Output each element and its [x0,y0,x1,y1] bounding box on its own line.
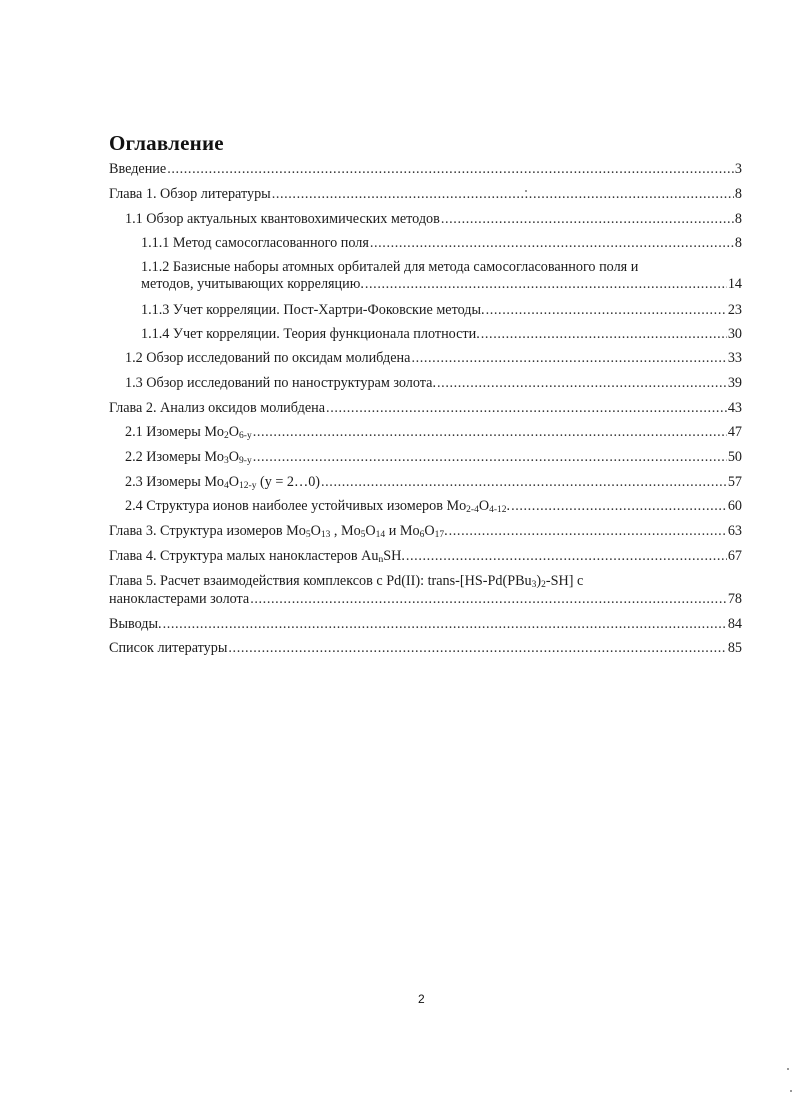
toc-entry-label: Глава 3. Структура изомеров $Mo_5O_{13}$ , $Mo_5O_{14}$ и $Mo_6O_{17}$. [109,523,448,540]
toc-entry[interactable] [125,449,742,466]
toc-page-number: 33 [727,350,742,366]
leader-dots [365,276,727,293]
leader-dots [167,161,734,178]
toc-page-number: 8 [734,235,742,251]
toc-entry[interactable] [109,400,742,417]
toc-entry-label: методов, учитывающих корреляцию. [141,276,364,292]
toc-entry-label: 2.4 Структура ионов наиболее устойчивых изомеров $Mo_{2-4}O_{4-12}$. [125,498,511,515]
toc-page-number: 47 [727,424,742,440]
toc-entry-label: Глава 2. Анализ оксидов молибдена [109,400,326,416]
toc-entry[interactable] [141,326,742,343]
toc-entry[interactable] [109,591,742,608]
leader-dots [370,235,734,252]
toc-entry[interactable] [125,211,742,228]
leader-dots [449,523,727,540]
leader-dots [163,616,727,633]
toc-page-number: 57 [727,474,742,490]
toc-entry-label: 1.2 Обзор исследований по оксидам молибдена [125,350,411,366]
leader-dots [411,350,726,367]
toc-entry[interactable] [109,548,742,565]
toc-entry[interactable] [125,350,742,367]
leader-dots [486,302,727,319]
leader-dots [253,449,727,466]
leader-dots [250,591,727,608]
toc-page-number: 50 [727,449,742,465]
toc-page-number: 43 [727,400,742,416]
toc-page-number: 14 [727,276,742,292]
toc-entry-label: Глава 4. Структура малых нанокластеров $Au_nSH$. [109,548,405,565]
toc-page-number: 23 [727,302,742,318]
toc-page-number: 84 [727,616,742,632]
toc-page-number: 8 [734,186,742,202]
toc-entry-label: 1.3 Обзор исследований по наноструктурам золота. [125,375,437,391]
toc-entry-label: 2.3 Изомеры $Mo_4O_{12-y}$ (y = 2…0) [125,474,321,491]
scan-speck [787,1068,789,1070]
scan-speck [790,1090,792,1092]
leader-dots [441,211,734,228]
page-number: 2 [418,992,425,1006]
toc-page-number: 85 [727,640,742,656]
toc-page-number: 8 [734,211,742,227]
toc-page-number: 63 [727,523,742,539]
toc-entry-label: нанокластерами золота [109,591,250,607]
scan-speck [525,190,527,192]
toc-entry-label: 2.1 Изомеры $Mo_2O_{6-y}$ [125,424,252,441]
leader-dots [228,640,726,657]
toc-entry-label: Глава 1. Обзор литературы [109,186,271,202]
toc-entry-label: Список литературы [109,640,228,656]
page-title: Оглавление [109,131,224,155]
toc-page-number: 3 [734,161,742,177]
toc-entry[interactable] [125,498,742,515]
toc-entry[interactable] [109,640,742,657]
toc-entry[interactable] [141,235,742,252]
toc-page-number: 78 [727,591,742,607]
toc-entry-label-line1: 1.1.2 Базисные наборы атомных орбиталей для метода самосогласованного поля и [141,259,639,275]
toc-page-number: 39 [727,375,742,391]
toc-entry-label: 2.2 Изомеры $Mo_3O_{9-y}$ [125,449,252,466]
toc-page-number: 60 [727,498,742,514]
toc-entry-label: 1.1.1 Метод самосогласованного поля [141,235,369,251]
toc-entry[interactable] [109,616,742,633]
leader-dots [437,375,727,392]
leader-dots [326,400,727,417]
toc-entry[interactable] [125,474,742,491]
toc-entry-label: 1.1.3 Учет корреляции. Пост-Хартри-Фоковские методы. [141,302,485,318]
toc-entry-label: Выводы. [109,616,162,632]
toc-entry[interactable] [109,186,742,203]
toc-entry[interactable] [109,161,742,178]
leader-dots [511,498,727,515]
toc-page-number: 30 [727,326,742,342]
toc-entry-label-line1: Глава 5. Расчет взаимодействия комплексов с Pd(II): trans-$[HS-Pd(PBu_3)_2-SH]$ с [109,573,584,590]
toc-entry-label: 1.1 Обзор актуальных квантовохимических методов [125,211,440,227]
leader-dots [406,548,727,565]
toc-entry[interactable] [125,375,742,392]
toc-entry[interactable] [141,276,742,293]
leader-dots [481,326,727,343]
leader-dots [253,424,727,441]
toc-entry-label: 1.1.4 Учет корреляции. Теория функционала плотности. [141,326,480,342]
leader-dots [321,474,727,491]
toc-entry[interactable] [109,523,742,540]
toc-entry-label: Введение [109,161,167,177]
leader-dots [272,186,734,203]
toc-entry[interactable] [141,302,742,319]
toc-page-number: 67 [727,548,742,564]
toc-entry[interactable] [125,424,742,441]
